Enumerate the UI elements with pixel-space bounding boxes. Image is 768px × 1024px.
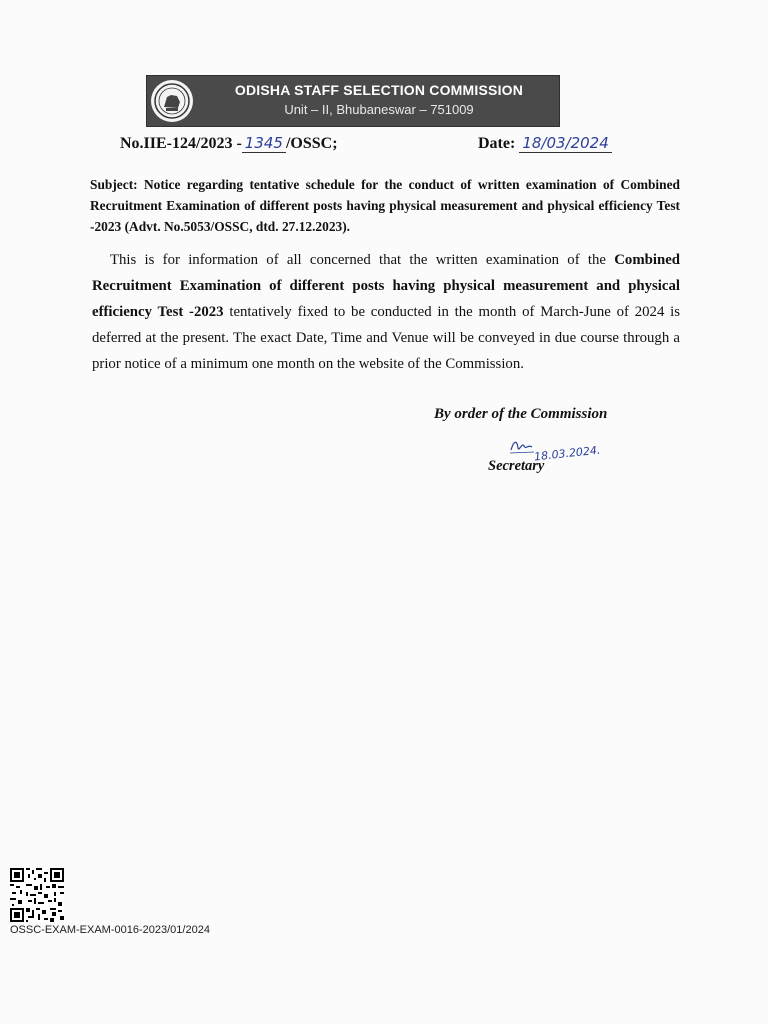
reference-number <box>120 134 338 153</box>
organization-address: Unit – II, Bhubaneswar – 751009 <box>284 102 474 117</box>
organization-title: ODISHA STAFF SELECTION COMMISSION <box>234 82 524 98</box>
odisha-emblem-icon <box>151 80 193 122</box>
handwritten-date: 18/03/2024 <box>519 134 611 153</box>
body-part-1: This is for information of all concerned that the written examination of the <box>110 252 606 268</box>
notice-subject: Subject: Notice regarding tentative schedule for the conduct of written examination of Combined Recruitment Examination of different posts having physical measurement and physical efficiency Test -2023 (Advt. No.5053/OSSC, dtd. 27.12.2023). <box>90 177 680 234</box>
handwritten-reference-number: 1345 <box>242 134 286 153</box>
signature-date: 18.03.2024. <box>533 443 601 464</box>
reference-date <box>478 134 612 153</box>
reference-line <box>120 134 660 156</box>
notice-body <box>92 247 680 377</box>
qr-code-icon <box>10 868 64 922</box>
document-code: OSSC-EXAM-EXAM-0016-2023/01/2024 <box>10 924 210 936</box>
by-order-line: By order of the Commission <box>434 406 608 422</box>
body-exam-name: Combined Recruitment Examination of different posts having physical measurement and physical efficiency Test -2023 <box>92 252 681 320</box>
reference-suffix: /OSSC; <box>285 135 338 152</box>
designation: Secretary <box>488 458 545 474</box>
date-label: Date: <box>478 135 516 152</box>
reference-prefix: No.IIE-124/2023 - <box>120 135 242 152</box>
header-banner <box>146 75 560 127</box>
body-part-2: tentatively fixed to be conducted in the month of March-June of 2024 is deferred at the present. The exact Date, Time and Venue will be conveyed in due course through a prior notice of a minimum one month on the website of the Commission. <box>92 304 680 372</box>
